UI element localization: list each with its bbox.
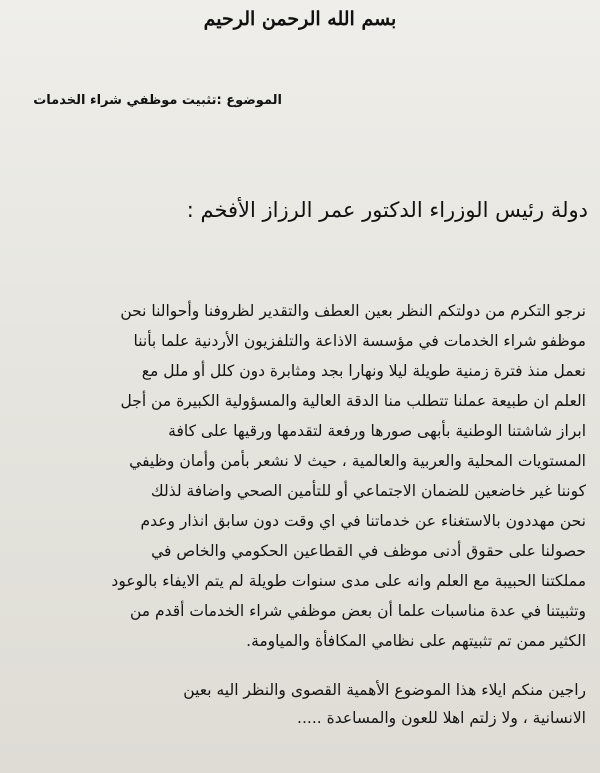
closing-line: راجين منكم ايلاء هذا الموضوع الأهمية القصوى والنظر اليه بعين bbox=[183, 681, 586, 699]
body-line: نعمل منذ فترة زمنية طويلة ليلا ونهارا بجد ومثابرة دون كلل أو ملل مع bbox=[141, 362, 586, 380]
basmala-heading: بسم الله الرحمن الرحيم bbox=[203, 8, 397, 30]
body-line: ابراز شاشتنا الوطنية بأبهى صورها ورفعة لتقدمها ورقيها على كافة bbox=[168, 422, 586, 440]
body-line: نرجو التكرم من دولتكم النظر بعين العطف والتقدير لظروفنا وأحوالنا نحن bbox=[120, 302, 586, 320]
body-line: كوننا غير خاضعين للضمان الاجتماعي أو للتأمين الصحي واضافة لذلك bbox=[150, 482, 586, 500]
body-line: المستويات المحلية والعربية والعالمية ، حيث لا نشعر بأمن وأمان وظيفي bbox=[129, 452, 586, 470]
addressee-line: دولة رئيس الوزراء الدكتور عمر الرزاز الأفخم : bbox=[186, 198, 588, 222]
body-line: الكثير ممن تم تثبيتهم على نظامي المكافأة والمياومة. bbox=[246, 632, 586, 650]
body-line: العلم ان طبيعة عملنا تتطلب منا الدقة العالية والمسؤولية الكبيرة من أجل bbox=[120, 392, 586, 410]
body-line: مملكتنا الحبيبة مع العلم وانه على مدى سنوات طويلة لم يتم الايفاء بالوعود bbox=[111, 572, 586, 590]
body-line: حصولنا على حقوق أدنى موظف في القطاعين الحكومي والخاص في bbox=[151, 542, 586, 560]
closing-line: الانسانية ، ولا زلتم اهلا للعون والمساعدة ..... bbox=[297, 709, 586, 727]
closing-paragraph bbox=[16, 676, 586, 732]
body-line: نحن مهددون بالاستغناء عن خدماتنا في اي وقت دون سابق انذار وعدم bbox=[140, 512, 586, 530]
body-paragraph bbox=[16, 296, 586, 656]
body-line: وتثبيتنا في عدة مناسبات علما أن بعض موظفي شراء الخدمات أقدم من bbox=[129, 602, 586, 620]
subject-line: الموضوع :تثبيت موظفي شراء الخدمات bbox=[33, 93, 282, 108]
body-line: موظفو شراء الخدمات في مؤسسة الاذاعة والتلفزيون الأردنية علما بأننا bbox=[133, 332, 586, 350]
